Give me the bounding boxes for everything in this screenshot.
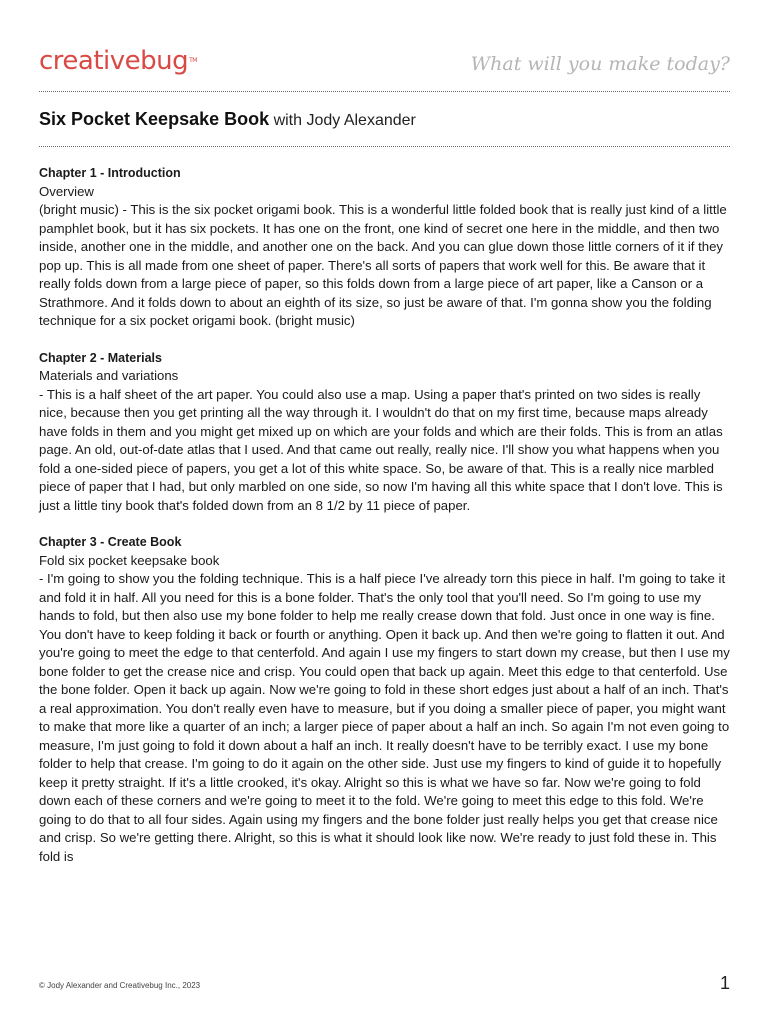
trademark-mark: TM <box>189 57 197 64</box>
chapter-text: - I'm going to show you the folding technique. This is a half piece I've already torn this piece in half. I'm going to take it and fold it in half. All you need for this is a bone folder. That's the only tool that you'll need. So I'm going to use my hands to fold, but then also use my bone folder to help me really crease down that fold. Just once in one way is fine. You don't have to keep folding it back or fourth or anything. Open it back up. And then we're going to flatten it out. And you're going to meet the edge to that centerfold. And again I use my fingers to start down my crease, but then I use my bone folder to get the crease nice and crisp. You could open that back up again. Meet this edge to that centerfold. Use the bone folder. Open it back up again. Now we're going to fold in these short edges just about a half of an inch. That's a real approximation. You don't really even have to measure, but if you doing a smaller piece of paper, you might want to make that more like a quarter of an inch; a larger piece of paper about a half an inch. So again I'm not even going to measure, I'm just going to fold it down about a half an inch. It really doesn't have to be terribly exact. I use my bone folder to help that crease. I'm going to do it again on the other side. Just use my fingers to kind of guide it to hopefully keep it pretty straight. If it's a little crooked, it's okay. Alright so this is what we have so far. Now we're going to fold down each of these corners and we're going to meet it to the fold. We're going to meet this edge to this fold. We're going to do that to all four sides. Again using my fingers and the bone folder just really helps you get that crease nice and crisp. So we're getting there. Alright, so this is what it should look like now. We're ready to just fold these in. This fold is <box>39 571 730 864</box>
document-title-row <box>39 107 730 133</box>
chapter-section <box>39 349 730 516</box>
header-divider <box>39 91 730 92</box>
logo-text: creativebug <box>39 46 189 76</box>
chapter-title: Chapter 2 - Materials <box>39 350 162 365</box>
chapter-section <box>39 533 730 866</box>
chapter-subtitle: Overview <box>39 183 94 199</box>
chapter-text: (bright music) - This is the six pocket origami book. This is a wonderful little folded book that is really just kind of a little pamphlet book, but it has six pockets. It has one on the front, one kind of secret one here in the middle, and then two inside, another one in the middle, and another one on the back. And you can glue down those little corners of it if they pop up. This is all made from one sheet of paper. There's all sorts of papers that work well for this. Be aware that it really folds down from a large piece of paper, so this folds down from a large piece of art paper, like a Canson or a Strathmore. And it folds down to about an eighth of its size, so just be aware of that. I'm gonna show you the folding technique for a six pocket origami book. (bright music) <box>39 202 727 328</box>
page-number: 1 <box>719 973 730 993</box>
chapter-text: - This is a half sheet of the art paper. You could also use a map. Using a paper that's printed on two sides is really nice, because then you get printing all the way through it. I wouldn't do that on my first time, because maps already have folds in them and you might get mixed up on which are your folds and which are their folds. This is from an atlas page. An old, out-of-date atlas that I used. And that came out really, really nice. I'll show you what happens when you fold a one-sided piece of papers, you get a lot of this white space. So, be aware of that. This is a really nice marbled piece of paper that I had, but only marbled on one side, so now I'm having all this white space that I don't love. This is just a little tiny book that's folded down from an 8 1/2 by 11 piece of paper. <box>39 386 723 513</box>
chapter-subtitle: Materials and variations <box>39 368 179 383</box>
creativebug-logo[interactable] <box>39 46 197 76</box>
document-author: with Jody Alexander <box>273 112 416 129</box>
page-header <box>39 44 730 88</box>
chapter-subtitle: Fold six pocket keepsake book <box>39 552 220 568</box>
tagline: What will you make today? <box>470 53 730 75</box>
copyright-footer: © Jody Alexander and Creativebug Inc., 2023 <box>39 981 201 990</box>
chapter-title: Chapter 1 - Introduction <box>39 166 181 180</box>
chapter-title: Chapter 3 - Create Book <box>39 535 182 549</box>
chapter-section <box>39 164 730 331</box>
document-title: Six Pocket Keepsake Book <box>39 109 270 129</box>
title-divider <box>39 146 730 147</box>
transcript-content <box>39 164 730 884</box>
